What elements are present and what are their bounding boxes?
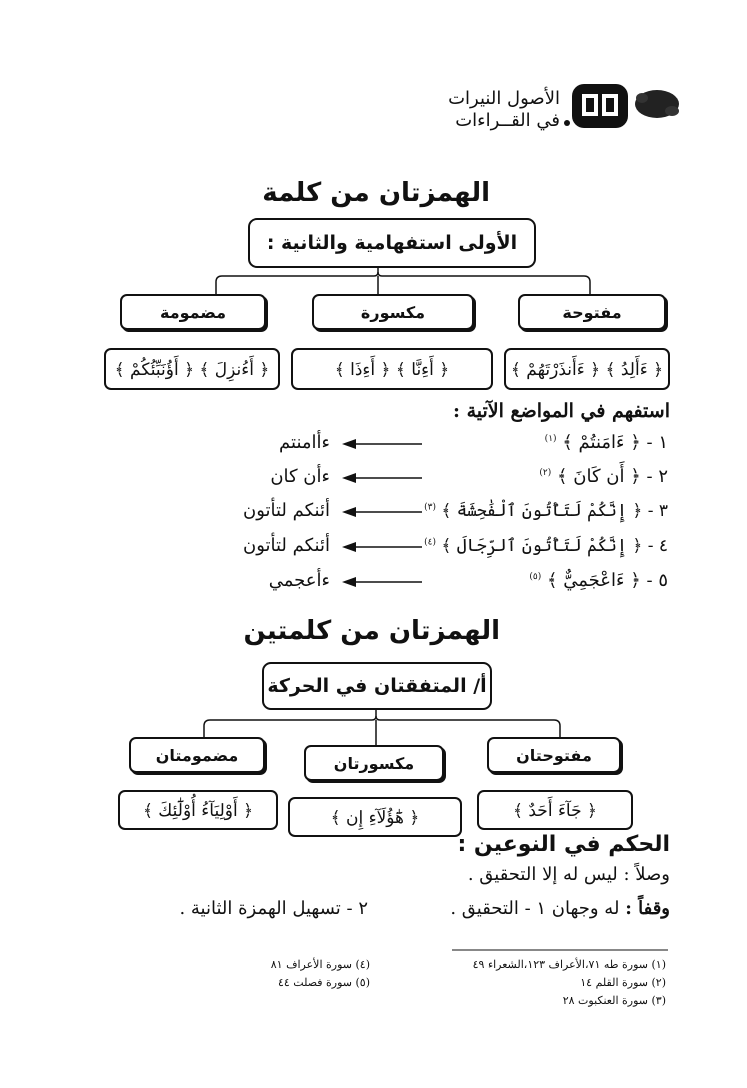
- arrow-2: [342, 473, 422, 483]
- ruling-waqf: [400, 898, 670, 919]
- answer-3: أئنكم لتأتون: [242, 500, 330, 521]
- ruling-wasl: وصلاً : ليس له إلا التحقيق .: [467, 864, 670, 885]
- answer-1: ءأامنتم: [279, 432, 330, 453]
- question-verse: ﴿ أَن كَانَ ﴾: [557, 466, 641, 487]
- footnote-5: (٥) سورة فصلت ٤٤: [277, 976, 370, 989]
- category-maksura: مكسورة: [312, 294, 474, 330]
- question-number: ٢ -: [646, 466, 668, 487]
- question-row-2: [440, 466, 668, 487]
- ink-splash-decoration: [632, 84, 682, 124]
- footnote-ref: (٤): [424, 537, 436, 548]
- question-row-5: [440, 570, 668, 591]
- example-maftuha: ﴿ ءَأَلِدُ ﴾ ﴿ ءَأَنذَرْتَهُمْ ﴾: [504, 348, 670, 390]
- question-number: ٤ -: [647, 536, 668, 556]
- questions-heading: استفهم في المواضع الآتية :: [452, 400, 670, 422]
- arrow-1: [342, 439, 422, 449]
- question-verse: ﴿ إِنَّكُمْ لَتَأْتُونَ ٱلْفَٰحِشَةَ ﴾: [441, 501, 643, 521]
- category-maftuha: مفتوحة: [518, 294, 666, 330]
- ruling-waqf-option1: له وجهان ١ - التحقيق .: [450, 898, 620, 919]
- arrow-4: [342, 542, 422, 552]
- footnote-ref: (٢): [539, 468, 552, 478]
- logo-dot: [564, 120, 570, 126]
- book-title-line1: الأصول النيرات: [448, 88, 560, 109]
- section1-main-box: الأولى استفهامية والثانية :: [248, 218, 536, 268]
- question-verse: ﴿ ءَامَنتُمْ ﴾: [562, 432, 641, 453]
- example-madmuma: ﴿ أَءُنزِلَ ﴾ ﴿ أَؤُنَبِّئُكُمْ ﴾: [104, 348, 280, 390]
- question-number: ٣ -: [647, 501, 668, 521]
- section1-title: الهمزتان من كلمة: [262, 178, 490, 208]
- footnote-3: (٣) سورة العنكبوت ٢٨: [562, 994, 666, 1007]
- answer-2: ءأن كان: [270, 466, 330, 487]
- question-number: ١ -: [646, 432, 668, 453]
- question-row-3: [424, 500, 668, 521]
- example-maftuhatan: ﴿ جَآءَ أَحَدٌ ﴾: [477, 790, 633, 830]
- arrow-3: [342, 507, 422, 517]
- ruling-waqf-label: وقفاً :: [625, 898, 670, 919]
- book-logo-icon: [572, 84, 628, 128]
- category-maksuratan: مكسورتان: [304, 745, 444, 781]
- question-number: ٥ -: [646, 570, 668, 591]
- category-madmumatan: مضمومتان: [129, 737, 265, 773]
- section2-main-box: أ/ المتفقتان في الحركة: [262, 662, 492, 710]
- example-maksura: ﴿ أَءِنَّا ﴾ ﴿ أَءِذَا ﴾: [291, 348, 493, 390]
- footnote-1: (١) سورة طه ٧١،الأعراف ١٢٣،الشعراء ٤٩: [472, 958, 666, 971]
- footnote-ref: (١): [544, 434, 557, 444]
- question-row-1: [440, 432, 668, 453]
- ruling-waqf-option2: ٢ - تسهيل الهمزة الثانية .: [179, 898, 368, 919]
- footnote-4: (٤) سورة الأعراف ٨١: [270, 958, 370, 971]
- answer-5: ءأعجمي: [268, 570, 330, 591]
- question-verse: ﴿ ءَاعْجَمِيٌّ ﴾: [547, 570, 641, 591]
- arrow-5: [342, 577, 422, 587]
- example-madmumatan: ﴿ أَوْلِيَآءُ أُوْلَٰٓئِكَ ﴾: [118, 790, 278, 830]
- category-maftuhatan: مفتوحتان: [487, 737, 621, 773]
- section2-title: الهمزتان من كلمتين: [243, 616, 500, 646]
- footnote-ref: (٥): [529, 572, 542, 582]
- category-madmuma: مضمومة: [120, 294, 266, 330]
- ruling-heading: الحكم في النوعين :: [457, 832, 670, 857]
- question-row-4: [424, 535, 668, 556]
- footnote-ref: (٣): [424, 502, 436, 513]
- book-title-line2: في القــراءات: [455, 110, 560, 131]
- example-maksuratan: ﴿ هَٰٓؤُلَآءِ إِن ﴾: [288, 797, 462, 837]
- question-verse: ﴿ إِنَّكُمْ لَتَأْتُونَ ٱلرِّجَالَ ﴾: [441, 536, 643, 556]
- footnote-2: (٢) سورة القلم ١٤: [580, 976, 666, 989]
- answer-4: أئنكم لتأتون: [242, 535, 330, 556]
